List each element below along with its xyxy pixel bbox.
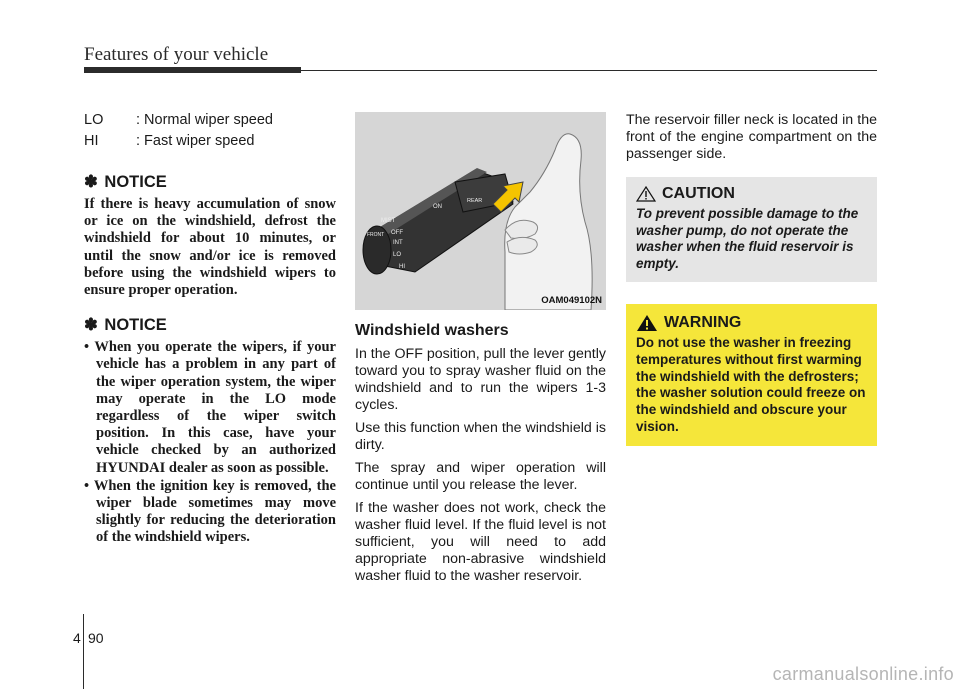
header-bar xyxy=(84,67,301,73)
notice-star-icon: ✽ xyxy=(84,316,98,335)
illustration-code: OAM049102N xyxy=(541,295,602,306)
definition-term: HI xyxy=(84,133,99,149)
notice-heading xyxy=(84,315,336,335)
caution-text: To prevent possible damage to the washer pump, do not operate the washer when the fluid reservoir is empty. xyxy=(636,206,859,271)
section-number: 4 xyxy=(73,630,81,646)
left-column xyxy=(84,110,336,548)
header-rule xyxy=(301,70,877,71)
washers-paragraph: In the OFF position, pull the lever gently toward you to spray washer fluid on the windshield and to run the wipers 1-3 cycles. xyxy=(355,346,606,413)
watermark: carmanualsonline.info xyxy=(772,664,954,684)
lever-label-rear: REAR xyxy=(467,198,483,204)
wiper-lever-drawing xyxy=(355,112,606,310)
header-title: Features of your vehicle xyxy=(84,44,269,65)
warning-triangle-icon xyxy=(636,314,658,332)
notice-heading-text: NOTICE xyxy=(104,316,167,335)
definition-desc: : Normal wiper speed xyxy=(136,112,273,128)
notice-heading xyxy=(84,172,336,192)
lever-label-mist: MIST xyxy=(381,218,396,224)
notice-bullet: • When the ignition key is removed, the wiper blade sometimes may move slightly for reducing the deterioration of the windshield wipers. xyxy=(84,477,336,546)
warning-heading xyxy=(636,314,867,332)
lever-label-lo: LO xyxy=(393,252,402,258)
wiper-lever-illustration xyxy=(355,112,606,310)
lever-label-on: ON xyxy=(433,204,442,210)
notice-star-icon: ✽ xyxy=(84,173,98,191)
definition-term: LO xyxy=(84,112,104,128)
lever-label-off: OFF xyxy=(391,230,403,236)
notice-text: If there is heavy accumulation of snow or ice on the windshield, defrost the windshield for about 10 minutes, or until the snow and/or ice is removed before using the windshield wipers to ensure proper operation. xyxy=(84,196,336,299)
washers-paragraph: The spray and wiper operation will continue until you release the lever. xyxy=(355,460,606,493)
caution-box xyxy=(626,177,877,282)
notice-heading-text: NOTICE xyxy=(104,173,167,191)
caution-heading-text: CAUTION xyxy=(662,185,735,202)
caution-triangle-icon xyxy=(636,186,656,202)
definition-lo xyxy=(84,110,336,131)
definition-desc: : Fast wiper speed xyxy=(136,133,255,149)
lever-label-hi: HI xyxy=(399,264,405,270)
warning-text: Do not use the washer in freezing temperatures without first warming the windshield with the defrosters; the washer solution could freeze on the windshield and obscure your vision. xyxy=(636,335,866,434)
section-heading: Windshield washers xyxy=(355,322,509,339)
warning-heading-text: WARNING xyxy=(664,314,742,331)
page-number: 90 xyxy=(88,630,104,646)
lever-label-int: INT xyxy=(393,240,403,246)
definition-hi xyxy=(84,131,336,152)
reservoir-text: The reservoir filler neck is located in the front of the engine compartment on the passenger side. xyxy=(626,112,877,162)
middle-column xyxy=(355,112,606,591)
washers-paragraph: If the washer does not work, check the washer fluid level. If the fluid level is not sufficient, you will need to add appropriate non-abrasive windshield washer fluid to the washer reservoir. xyxy=(355,500,606,584)
footer-divider xyxy=(83,614,84,689)
warning-box xyxy=(626,304,877,446)
notice-bullet: • When you operate the wipers, if your vehicle has a problem in any part of the wiper operation system, the wiper may operate in the LO mode regardless of the wiper switch position. In this case, have your vehicle checked by an authorized HYUNDAI dealer as soon as possible. xyxy=(84,339,336,476)
right-column xyxy=(626,112,877,446)
washers-paragraph: Use this function when the windshield is dirty. xyxy=(355,420,606,453)
caution-heading xyxy=(636,185,867,203)
lever-label-front: FRONT xyxy=(367,232,385,238)
